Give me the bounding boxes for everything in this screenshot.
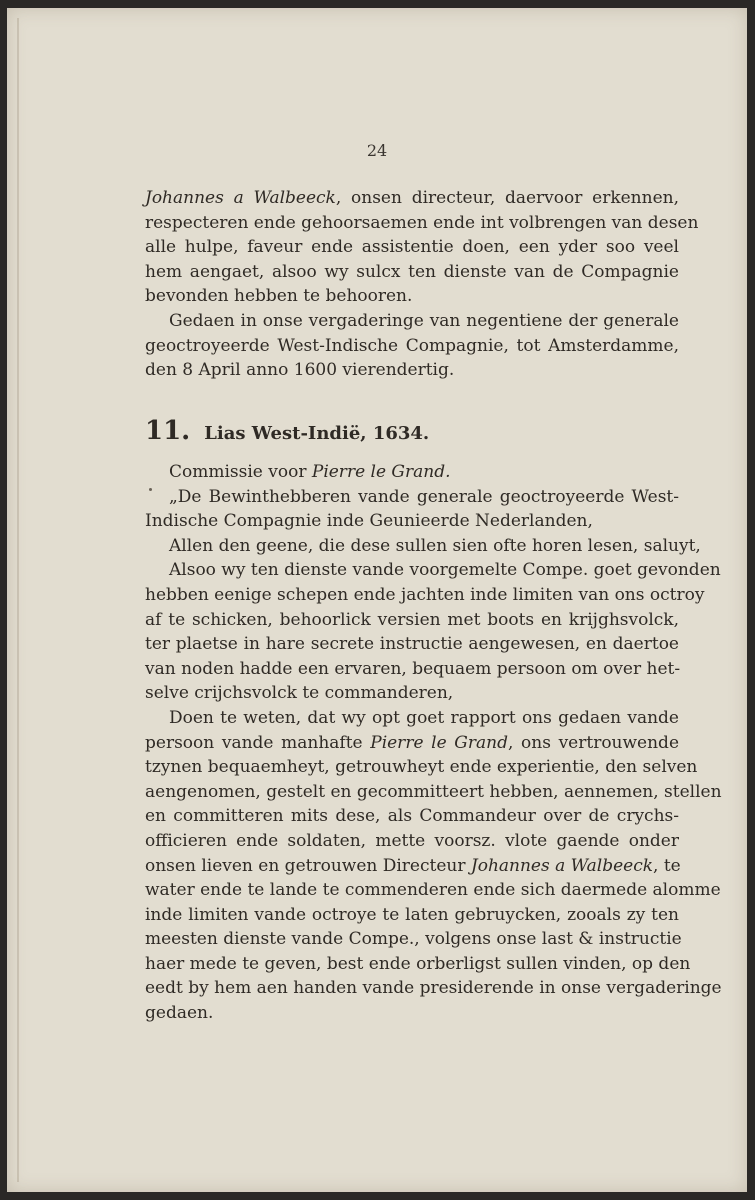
text-line: Doen te weten, dat wy opt goet rapport ons gedaen vande [169, 707, 679, 728]
text-line: hebben eenige schepen ende jachten inde limiten van ons octroy [145, 584, 705, 605]
text-line: „De Bewinthebberen vande generale geoctroyeerde West- [169, 486, 679, 507]
text-line: eedt by hem aen handen vande presiderende in onse vergaderinge [145, 978, 722, 999]
text-line: den 8 April anno 1600 vierendertig. [145, 360, 455, 381]
text-line: Gedaen in onse vergaderinge van negentiene der generale [169, 310, 679, 331]
text-segment: , onsen directeur, daervoor erkennen, [335, 188, 679, 208]
section-number: 11. [145, 416, 191, 446]
text-segment: , ons vertrouwende [507, 732, 680, 753]
page-number: 24 [366, 141, 388, 160]
text-line: tzynen bequaemheyt, getrouwheyt ende experientie, den selven [145, 757, 698, 778]
text-line: Alsoo wy ten dienste vande voorgemelte Compe. goet gevonden [169, 560, 721, 581]
section-heading [145, 416, 679, 446]
text-line: Allen den geene, die dese sullen sien ofte horen lesen, saluyt, [169, 535, 701, 556]
text-line: meesten dienste vande Compe., volgens onse last & instructie [145, 929, 682, 950]
text-line: en committeren mits dese, als Commandeur over de crychs- [145, 806, 679, 827]
text-line: water ende te lande te commenderen ende sich daermede alomme [145, 880, 721, 901]
text-segment: Commissie voor [169, 462, 312, 482]
commission-text [145, 460, 722, 1026]
book-page [7, 8, 747, 1192]
text-line: respecteren ende gehoorsaemen ende int volbrengen van desen [145, 212, 699, 233]
paragraph-walbeeck-closing [145, 186, 699, 383]
name-pierre-le-grand: Pierre le Grand. [311, 462, 451, 482]
text-segment: onsen lieven en getrouwen Directeur [145, 855, 471, 876]
text-line [145, 854, 679, 879]
name-johannes-a-walbeeck: Johannes a Walbeeck [145, 188, 336, 208]
name-pierre-le-grand: Pierre le Grand [370, 732, 508, 753]
text-line: af te schicken, behoorlick versien met boots en krijghsvolck, [145, 609, 679, 630]
text-line: Indische Compagnie inde Geunieerde Nederlanden, [145, 511, 593, 532]
text-line: haer mede te geven, best ende orberligst sullen vinden, op den [145, 953, 691, 974]
text-line: hem aengaet, alsoo wy sulcx ten dienste van de Compagnie [145, 261, 679, 282]
text-line: aengenomen, gestelt en gecommitteert hebben, aennemen, stellen [145, 781, 722, 802]
text-line: officieren ende soldaten, mette voorsz. vlote gaende onder [145, 830, 679, 851]
text-line: bevonden hebben te behooren. [145, 286, 413, 307]
text-line: ter plaetse in hare secrete instructie aengewesen, en daertoe [145, 634, 679, 655]
text-line: inde limiten vande octroye te laten gebruycken, zooals zy ten [145, 904, 679, 925]
text-line [145, 186, 679, 211]
text-line [145, 460, 679, 485]
text-segment: , te [653, 855, 681, 876]
name-johannes-a-walbeeck: Johannes a Walbeeck [470, 855, 654, 876]
text-line [145, 731, 679, 756]
text-line: gedaen. [145, 1003, 214, 1024]
page-gutter-shadow [17, 18, 19, 1182]
text-line: selve crijchsvolck te commanderen, [145, 683, 454, 704]
text-segment: persoon vande manhafte [145, 732, 371, 753]
text-line: alle hulpe, faveur ende assistentie doen, een yder soo veel [145, 237, 679, 258]
text-line: geoctroyeerde West-Indische Compagnie, tot Amsterdamme, [145, 335, 679, 356]
text-line: van noden hadde een ervaren, bequaem persoon om over het- [145, 658, 681, 679]
section-title: Lias West-Indië, 1634. [204, 423, 430, 444]
